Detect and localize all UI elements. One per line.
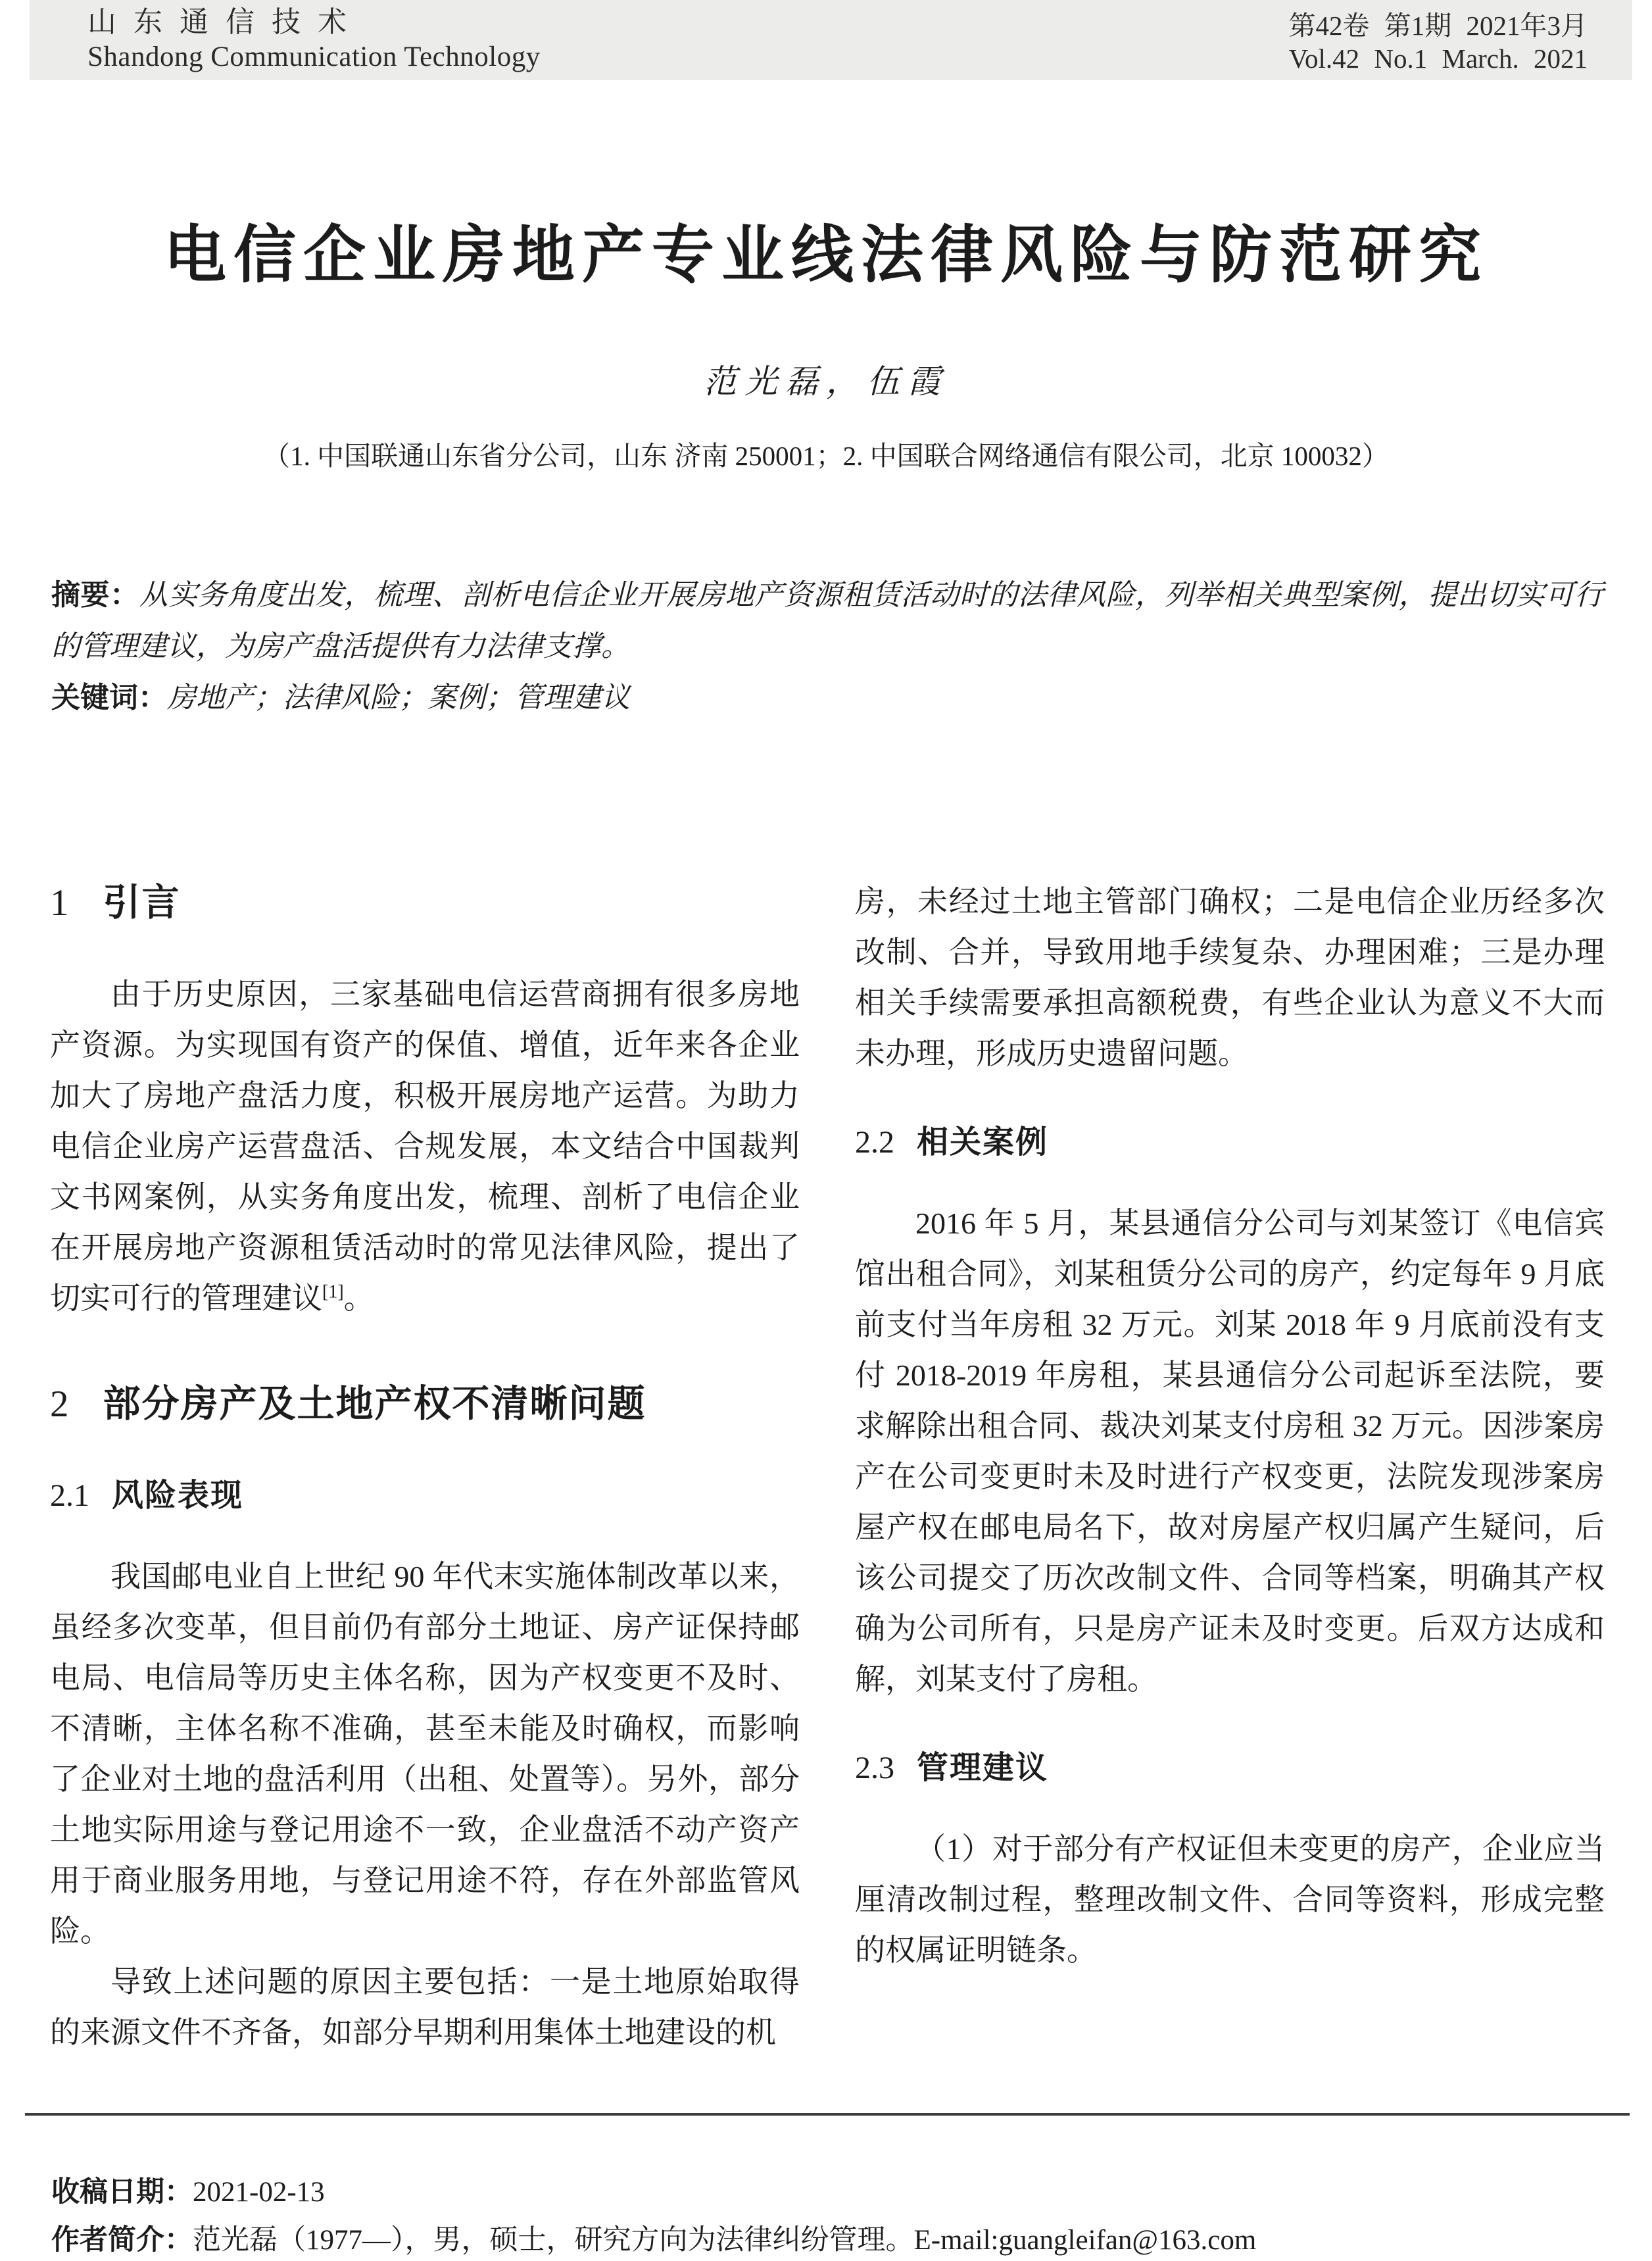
keywords-label: 关键词： — [51, 682, 167, 714]
body-columns — [50, 876, 1605, 2058]
section-2-2-heading — [855, 1117, 1605, 1168]
section-2-2-paragraph: 2016 年 5 月，某县通信分公司与刘某签订《电信宾馆出租合同》，刘某租赁分公司的房产，约定每年 9 月底前支付当年房租 32 万元。刘某 2018 年 9 月底前没有支付 2018-2019 年房租，某县通信分公司起诉至法院，要求解除出租合同、裁决刘某支付房租 32 万元。因涉案房产在公司变更时未及时进行产权变更，法院发现涉案房屋产权在邮电局名下，故对房屋产权归属产生疑问，后该公司提交了历次改制文件、合同等档案，明确其产权确为公司所有，只是房产证未及时变更。后双方达成和解，刘某支付了房租。 — [855, 1206, 1605, 1696]
abstract-text: 从实务角度出发，梳理、剖析电信企业开展房地产资源租赁活动时的法律风险，列举相关典型案例，提出切实可行的管理建议，为房产盘活提供有力法律支撑。 — [51, 579, 1604, 662]
author-bio-line — [51, 2216, 1256, 2261]
received-date-label: 收稿日期： — [51, 2176, 193, 2208]
abstract-paragraph — [51, 570, 1603, 672]
section-2-1-heading — [50, 1470, 800, 1521]
section-2-3-title: 管理建议 — [917, 1751, 1049, 1785]
keywords-text: 房地产；法律风险；案例；管理建议 — [167, 682, 630, 714]
journal-issue-block — [1289, 9, 1588, 75]
section-2-3-number: 2.3 — [855, 1751, 894, 1785]
section-1-number: 1 — [50, 882, 69, 924]
footer-divider — [25, 2113, 1630, 2116]
journal-issue-en: Vol.42 No.1 March. 2021 — [1288, 43, 1588, 74]
section-1-text-end: 。 — [343, 1281, 374, 1315]
section-1-heading — [50, 878, 800, 928]
section-2-2-number: 2.2 — [855, 1125, 894, 1160]
left-column — [50, 876, 800, 2058]
received-date-line — [51, 2168, 1256, 2216]
journal-issue-cn: 第42卷 第1期 2021年3月 — [1288, 11, 1588, 41]
section-1-paragraph — [50, 969, 800, 1324]
section-2-3-heading — [855, 1743, 1605, 1793]
abstract-label: 摘要： — [51, 579, 139, 611]
section-2-2-title: 相关案例 — [917, 1125, 1049, 1160]
section-2-number: 2 — [50, 1383, 69, 1425]
section-2-1-title: 风险表现 — [112, 1478, 244, 1513]
author-bio-value: 范光磊（1977—），男，硕士，研究方向为法律纠纷管理。E-mail:guangleifan@163.com — [193, 2225, 1257, 2256]
section-2-3-paragraph: （1）对于部分有产权证但未变更的房产，企业应当厘清改制过程，整理改制文件、合同等资料，形成完整的权属证明链条。 — [855, 1832, 1605, 1967]
right-column — [855, 876, 1605, 2058]
section-2-title: 部分房产及土地产权不清晰问题 — [103, 1383, 646, 1425]
citation-ref-1: [1] — [322, 1281, 344, 1303]
section-2-1-number: 2.1 — [50, 1478, 89, 1513]
section-2-heading — [50, 1379, 800, 1429]
article-authors: 范光磊，伍霞 — [704, 363, 948, 400]
section-1-text: 由于历史原因，三家基础电信运营商拥有很多房地产资源。为实现国有资产的保值、增值，近年来各企业加大了房地产盘活力度，积极开展房地产运营。为助力电信企业房产运营盘活、合规发展，本文结合中国裁判文书网案例，从实务角度出发，梳理、剖析了电信企业在开展房地产资源租赁活动时的常见法律风险，提出了切实可行的管理建议 — [50, 978, 800, 1315]
journal-header-band — [30, 0, 1632, 80]
article-affiliation: （1. 中国联通山东省分公司，山东 济南 250001；2. 中国联合网络通信有限公司，北京 100032） — [263, 441, 1389, 471]
section-2-1-paragraph-2: 导致上述问题的原因主要包括：一是土地原始取得的来源文件不齐备，如部分早期利用集体土地建设的机 — [50, 1965, 800, 2049]
section-2-1-paragraph-1: 我国邮电业自上世纪 90 年代末实施体制改革以来，虽经多次变革，但目前仍有部分土地证、房产证保持邮电局、电信局等历史主体名称，因为产权变更不及时、不清晰，主体名称不准确，甚至未能及时确权，而影响了企业对土地的盘活利用（出租、处置等）。另外，部分土地实际用途与登记用途不一致，企业盘活不动产资产用于商业服务用地，与登记用途不符，存在外部监管风险。 — [50, 1560, 800, 1948]
abstract-block — [51, 570, 1603, 724]
article-title: 电信企业房地产专业线法律风险与防范研究 — [163, 220, 1488, 290]
author-bio-label: 作者简介： — [51, 2224, 193, 2256]
keywords-paragraph — [51, 672, 1603, 724]
journal-name-cn: 山东通信技术 — [87, 6, 364, 38]
section-1-title: 引言 — [103, 882, 181, 924]
journal-name-en: Shandong Communication Technology — [87, 41, 541, 72]
section-2-1-paragraph-2-continued: 房，未经过土地主管部门确权；二是电信企业历经多次改制、合并，导致用地手续复杂、办理困难；三是办理相关手续需要承担高额税费，有些企业认为意义不大而未办理，形成历史遗留问题。 — [855, 885, 1605, 1070]
footer-notes — [51, 2168, 1256, 2261]
journal-name-block — [87, 8, 541, 71]
received-date-value: 2021-02-13 — [193, 2177, 325, 2208]
